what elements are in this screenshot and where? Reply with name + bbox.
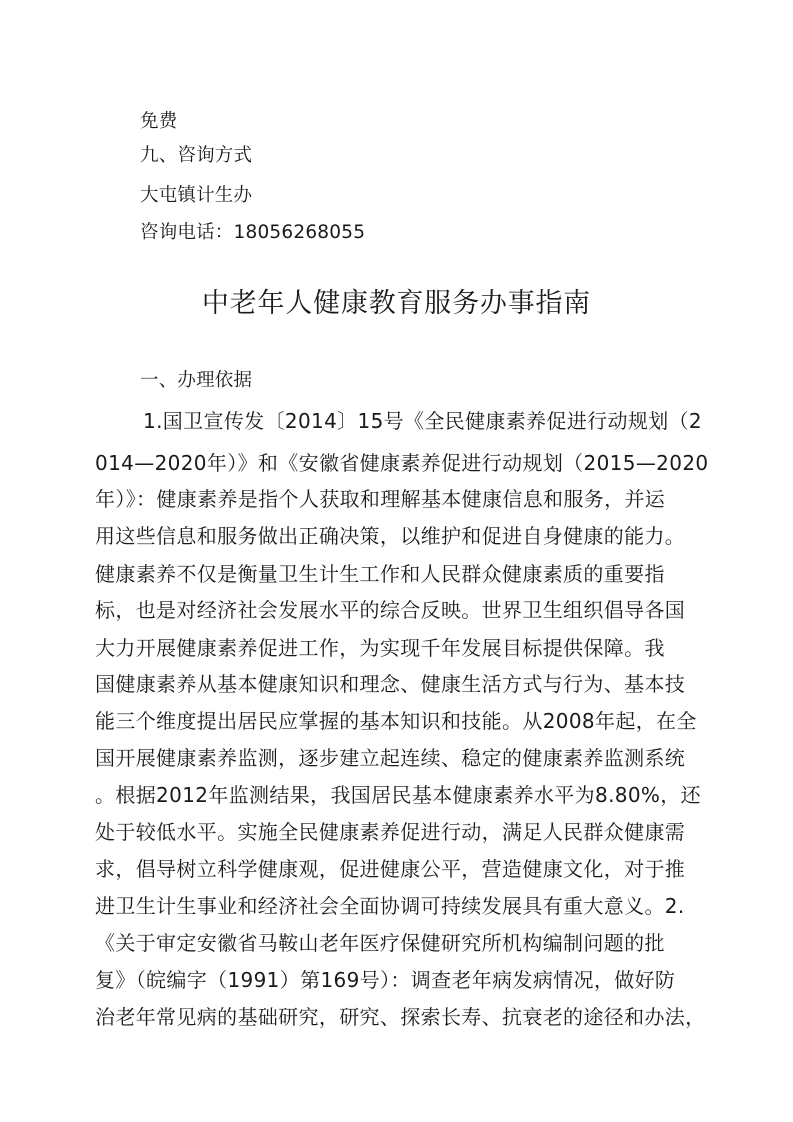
body-line: 求，倡导树立科学健康观，促进健康公平，营造健康文化，对于推 bbox=[95, 857, 686, 881]
body-line: 国健康素养从基本健康知识和理念、健康生活方式与行为、基本技 bbox=[95, 672, 686, 696]
body-line: 标，也是对经济社会发展水平的综合反映。世界卫生组织倡导各国 bbox=[95, 598, 686, 622]
fee-text: 免费 bbox=[140, 111, 178, 132]
body-line: 014—2020年）》和《安徽省健康素养促进行动规划（2015—2020 bbox=[95, 451, 709, 475]
consult-heading: 九、咨询方式 bbox=[140, 145, 253, 166]
phone-line: 咨询电话：18056268055 bbox=[140, 222, 366, 243]
body-line: 治老年常见病的基础研究，研究、探索长寿、抗衰老的途径和办法， bbox=[95, 1005, 706, 1029]
body-line: 能三个维度提出居民应掌握的基本知识和技能。从2008年起，在全 bbox=[95, 709, 697, 733]
body-line: 健康素养不仅是衡量卫生计生工作和人民群众健康素质的重要指 bbox=[95, 562, 665, 586]
body-line: 复》（皖编字（1991）第169号）：调查老年病发病情况，做好防 bbox=[95, 968, 676, 992]
office-name: 大屯镇计生办 bbox=[140, 185, 253, 206]
body-line: 用这些信息和服务做出正确决策，以维护和促进自身健康的能力。 bbox=[95, 524, 686, 548]
section-heading-basis: 一、办理依据 bbox=[140, 370, 253, 391]
body-line: 《关于审定安徽省马鞍山老年医疗保健研究所机构编制问题的批 bbox=[95, 931, 665, 955]
body-line: 处于较低水平。实施全民健康素养促进行动，满足人民群众健康需 bbox=[95, 820, 686, 844]
body-line: 国开展健康素养监测，逐步建立起连续、稳定的健康素养监测系统 bbox=[95, 746, 686, 770]
document-title: 中老年人健康教育服务办事指南 bbox=[201, 288, 592, 319]
body-line: 。根据2012年监测结果，我国居民基本健康素养水平为8.80%，还 bbox=[95, 783, 701, 807]
body-line: 进卫生计生事业和经济社会全面协调可持续发展具有重大意义。2. bbox=[95, 894, 685, 918]
body-line: 年）》：健康素养是指个人获取和理解基本健康信息和服务，并运 bbox=[95, 487, 666, 511]
body-line: 大力开展健康素养促进工作，为实现千年发展目标提供保障。我 bbox=[95, 636, 665, 660]
body-line: 1.国卫宣传发〔2014〕15号《全民健康素养促进行动规划（2 bbox=[143, 409, 703, 433]
